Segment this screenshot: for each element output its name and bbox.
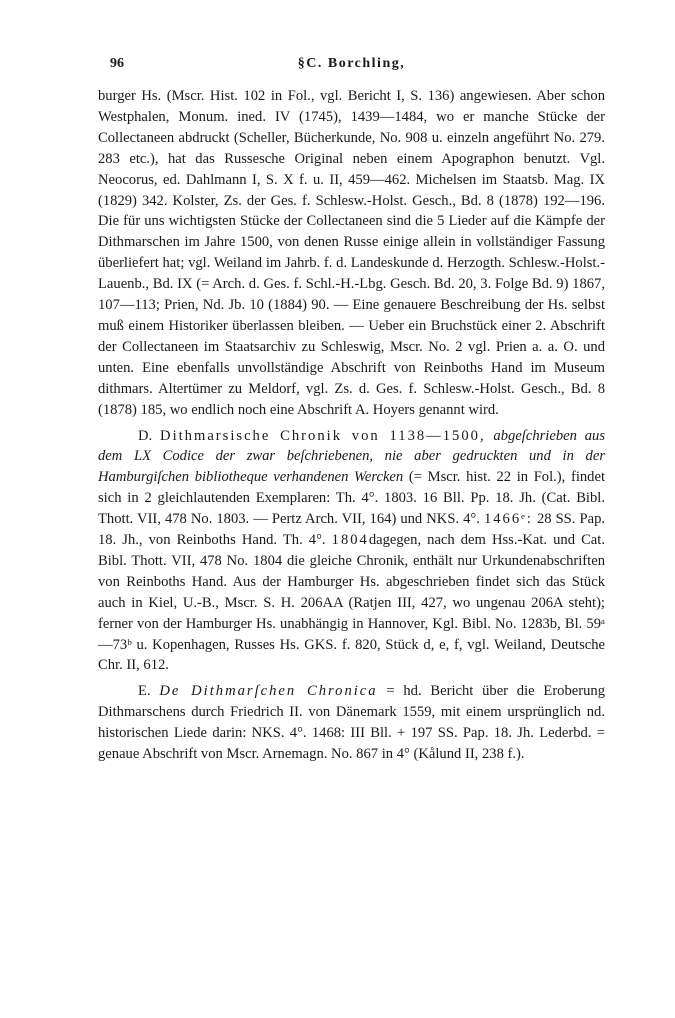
- section-d-title: Dithmarsische Chronik von 1138—1500,: [160, 427, 486, 444]
- section-e-letter: E.: [138, 683, 151, 700]
- section-d-text-c: dagegen, nach dem Hss.-Kat. und Cat. Bibl. Thott. VII, 478 No. 1804 die gleiche Chronik, enthält nur Urkundenabschriften von Reinboths Hand. Aus der Hamburger Hs. abgeschrieben findet sich das Stück auch in Kiel, U.-B., Mscr. S. H. 206AA (Ratjen III, 427, wo ungenau 206A steht); ferner von der Hamburger Hs. unabhängig in Hannover, Kgl. Bibl. No. 1283b, Bl. 59ᵃ—73ᵇ u. Kopenhagen, Russes Hs. GKS. f. 820, Stück d, e, f, vgl. Weiland, Deutsche Chr. II, 612.: [98, 532, 605, 674]
- paragraph-continuation: burger Hs. (Mscr. Hist. 102 in Fol., vgl. Bericht I, S. 136) angewiesen. Aber schon Westphalen, Monum. ined. IV (1745), 1439—1484, wo er manche Stücke der Collectaneen abdruckt (Scheller, Bücherkunde, No. 908 u. einzeln angeführt No. 279. 283 etc.), hat das Russesche Original neben einem Apographon benutzt. Vgl. Neocorus, ed. Dahlmann I, S. X f. u. II, 459—462. Michelsen im Staatsb. Mag. IX (1829) 342. Kolster, Zs. der Ges. f. Schlesw.-Holst. Gesch., Bd. 8 (1878) 192—196. Die für uns wichtigsten Stücke der Collectaneen sind die 5 Lieder auf die Kämpfe der Dithmarschen im Jahre 1500, von denen Russe einige allein in vollständiger Fassung überliefert hat; vgl. Weiland im Jahrb. f. d. Landeskunde d. Herzogth. Schlesw.-Holst.-Lauenb., Bd. IX (= Arch. d. Ges. f. Schl.-H.-Lbg. Gesch. Bd. 20, 3. Folge Bd. 9) 1867, 107—113; Prien, Nd. Jb. 10 (1884) 90. — Eine genauere Beschreibung der Hs. selbst muß einem Historiker überlassen bleiben. — Ueber ein Bruchstück einer 2. Abschrift der Collectaneen im Staatsarchiv zu Schleswig, Mscr. No. 2 vgl. Prien a. a. O. und unten. Eine ebenfalls unvollständige Abschrift von Reinboths Hand im Museum dithmars. Altertümer zu Meldorf, vgl. Zs. d. Ges. f. Schlesw.-Holst. Gesch., Bd. 8 (1878) 185, wo endlich noch eine Abschrift A. Hoyers genannt wird.: [98, 88, 605, 418]
- page-header: [98, 56, 605, 82]
- section-e: [98, 681, 605, 765]
- section-e-title: De Dithmarſchen Chronica: [159, 683, 378, 700]
- section-d-italic-title: abgeſchrieben aus dem LX Codice der zwar beſchriebenen, nie aber gedruckten und in der Hamburgiſchen bibliotheque verhandenen Wercken: [98, 427, 605, 486]
- running-head: §C. Borchling,: [297, 56, 406, 71]
- section-d-text-a: (= Mscr. hist. 22 in Fol.), findet sich in 2 gleichlautenden Exemplaren: Th. 4°. 1803. 16 Bll. Pp. 18. Jh. (Cat. Bibl. Thott. VII, 478 No. 1803. — Pertz Arch. VII, 164) und NKS. 4°.: [98, 469, 605, 528]
- section-d: [98, 426, 605, 677]
- section-d-shelfmark-1466: 1466ᵉ:: [483, 511, 533, 528]
- page-number: 96: [110, 56, 124, 71]
- section-e-text: = hd. Bericht über die Eroberung Dithmarschens durch Friedrich II. von Dänemark 1559, mit einem ursprünglich nd. historischen Liede darin: NKS. 4°. 1468: III Bll. + 197 SS. Pap. 18. Jh. Lederbd. = genaue Abschrift von Mscr. Arnemagn. No. 867 in 4° (Kålund II, 238 f.).: [98, 683, 606, 763]
- section-d-shelfmark-1804: 1804: [331, 532, 369, 549]
- section-d-letter: D.: [138, 427, 153, 444]
- section-d-text-b: 28 SS. Pap. 18. Jh., von Reinboths Hand. Th. 4°.: [98, 511, 606, 549]
- body-text: [98, 86, 605, 765]
